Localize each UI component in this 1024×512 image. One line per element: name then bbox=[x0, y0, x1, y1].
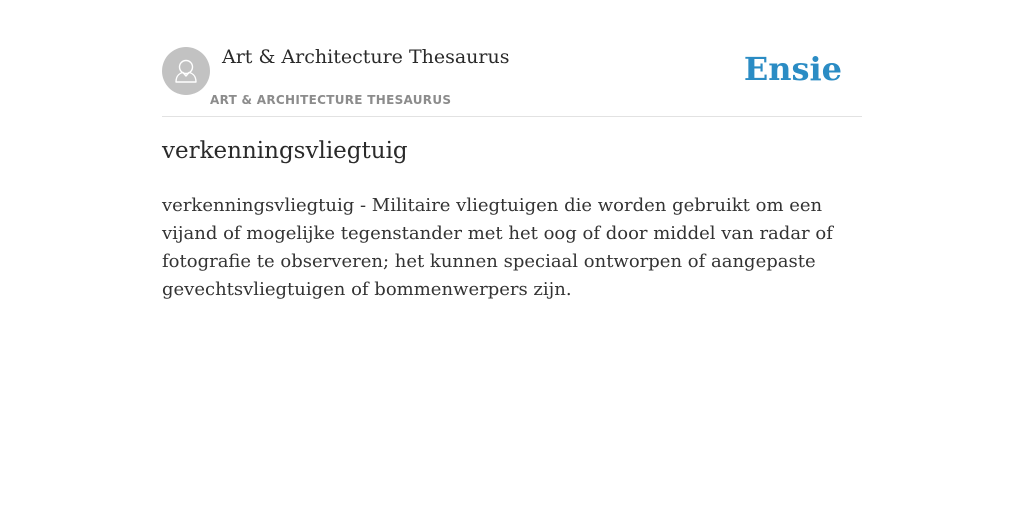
avatar[interactable] bbox=[162, 47, 210, 95]
term-title: verkenningsvliegtuig bbox=[162, 138, 408, 164]
ensie-logo[interactable]: Ensie bbox=[743, 50, 842, 88]
term-definition: verkenningsvliegtuig - Militaire vliegtuigen die worden gebruikt om een vijand of mogelijke tegenstander met het oog of door middel van radar of fotografie te observeren; het kunnen speciaal ontworpen of aangepaste gevechtsvliegtuigen of bommenwerpers zijn. bbox=[162, 195, 833, 300]
collection-label[interactable]: ART & ARCHITECTURE THESAURUS bbox=[210, 93, 452, 107]
author-name[interactable]: Art & Architecture Thesaurus bbox=[222, 46, 510, 68]
entry-header bbox=[162, 40, 862, 117]
user-silhouette-icon bbox=[162, 47, 210, 95]
